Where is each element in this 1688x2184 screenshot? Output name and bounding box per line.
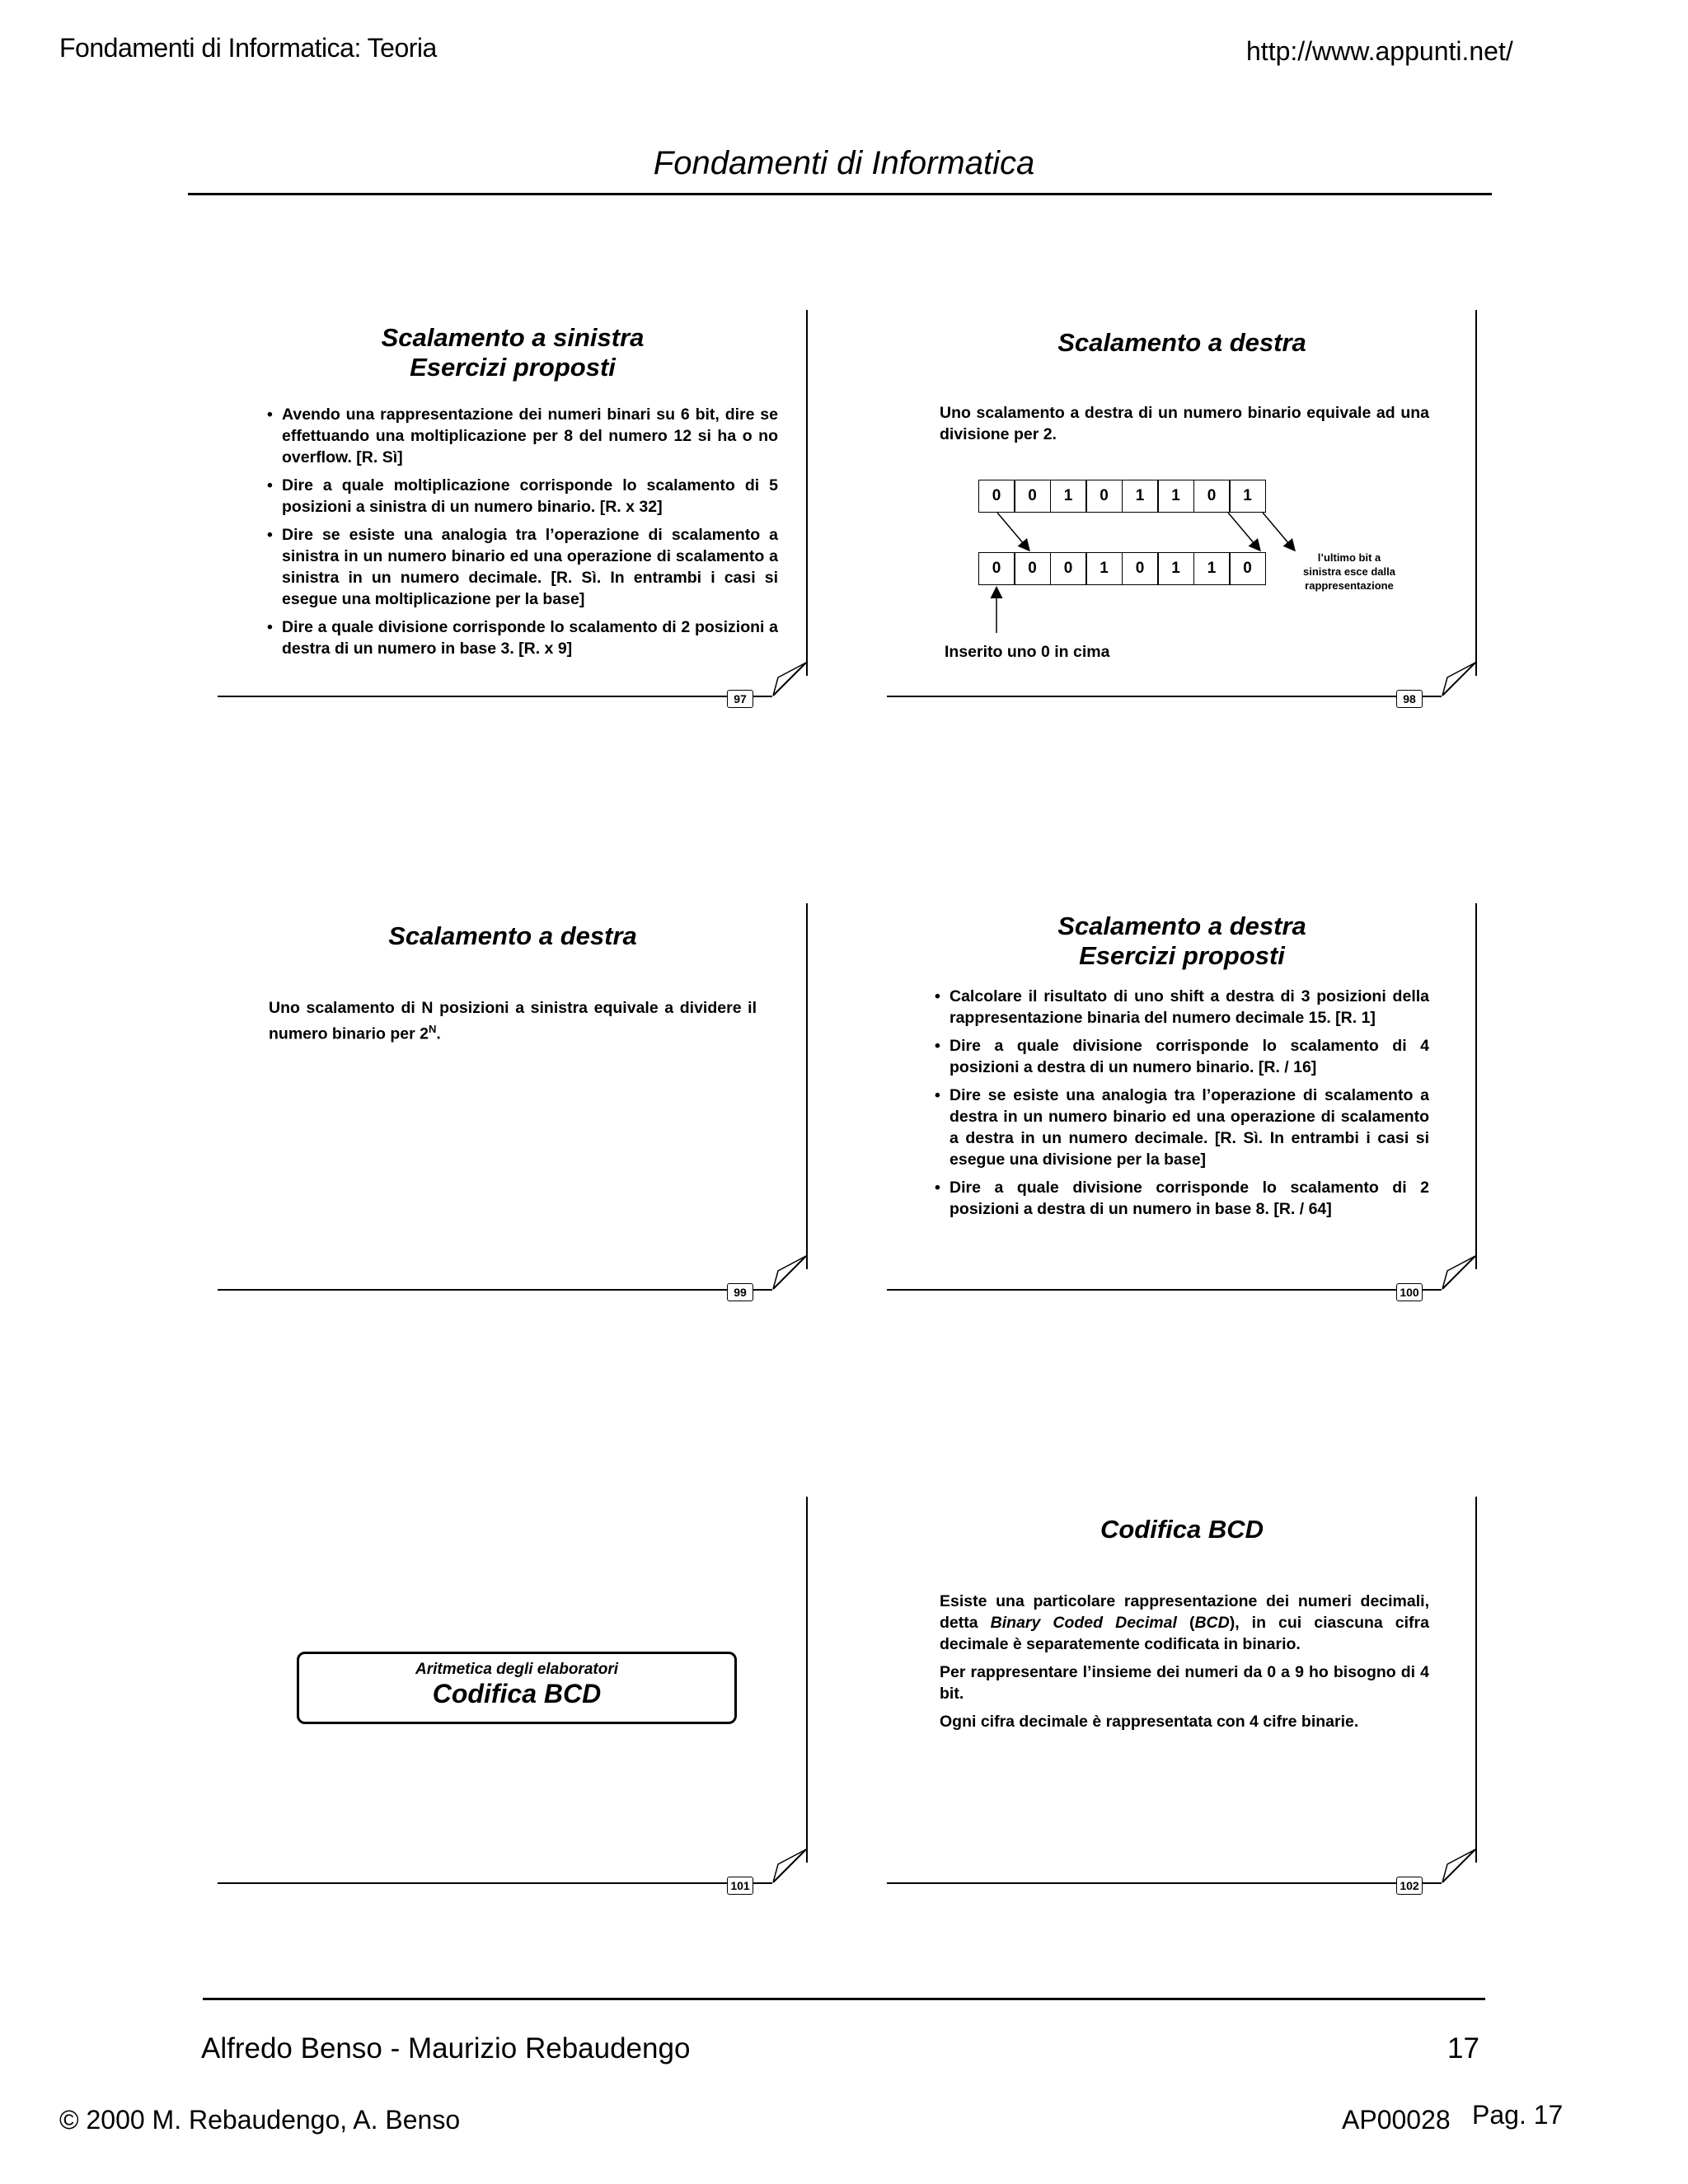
footer-authors: Alfredo Benso - Maurizio Rebaudengo xyxy=(201,2032,691,2064)
slide-title: Scalamento a destra xyxy=(1057,328,1306,357)
slide-edge xyxy=(806,903,808,1269)
slide-body: Uno scalamento di N posizioni a sinistra equivale a dividere il numero binario per $2^N$. xyxy=(269,999,757,1043)
bit-cell: 0 xyxy=(1193,480,1231,513)
slide-100 xyxy=(887,903,1477,1299)
bit-cell: 1 xyxy=(1050,480,1087,513)
footer-page-number: 17 xyxy=(1447,2032,1479,2064)
page-label: Pag. 17 xyxy=(1472,2100,1564,2130)
slide-title: Codifica BCD xyxy=(1100,1515,1264,1544)
list-item: • Dire a quale moltiplicazione corrisponde lo scalamento di 5 posizioni a sinistra di un numero binario. [R. x 32] xyxy=(267,475,778,518)
paragraph: Per rappresentare l’insieme dei numeri da 0 a 9 ho bisogno di 4 bit. xyxy=(940,1663,1429,1703)
title-rule xyxy=(188,193,1492,195)
slide-edge xyxy=(887,1289,1442,1291)
page-curl-icon xyxy=(771,1848,808,1884)
slide-number: 97 xyxy=(727,690,753,708)
slide-number: 98 xyxy=(1396,690,1423,708)
bit-cell: 1 xyxy=(1085,552,1123,585)
bit-cell: 0 xyxy=(1229,552,1266,585)
bit-cell: 0 xyxy=(1122,552,1159,585)
bit-cell: 1 xyxy=(1122,480,1159,513)
bit-cell: 0 xyxy=(1014,552,1051,585)
slide-98 xyxy=(887,310,1477,705)
slide-body: Uno scalamento a destra di un numero binario equivale ad una divisione per 2. xyxy=(940,404,1429,443)
header-left: Fondamenti di Informatica: Teoria xyxy=(59,33,437,63)
list-item: • Dire se esiste una analogia tra l’operazione di scalamento a destra in un numero binario ed una operazione di scalamento a destra in un numero decimale. [R. Sì. In entrambi i casi si esegue una divisione per la base] xyxy=(935,1085,1429,1170)
list-item: • Avendo una rappresentazione dei numeri binari su 6 bit, dire se effettuando una moltiplicazione per 8 del numero 12 si ha o no overflow. [R. Sì] xyxy=(267,404,778,468)
shift-arrows-icon xyxy=(887,310,1477,697)
bit-cell: 0 xyxy=(1085,480,1123,513)
list-item: • Dire a quale divisione corrisponde lo scalamento di 2 posizioni a destra di un numero in base 3. [R. x 9] xyxy=(267,616,778,659)
slide-edge xyxy=(1475,1497,1477,1863)
slide-97 xyxy=(218,310,808,705)
section-title-box: Aritmetica degli elaboratori Codifica BCD xyxy=(297,1652,737,1724)
bit-cell: 1 xyxy=(1229,480,1266,513)
bit-cell: 0 xyxy=(978,480,1015,513)
bit-cell: 1 xyxy=(1157,480,1194,513)
list-item: • Dire a quale divisione corrisponde lo scalamento di 4 posizioni a destra di un numero binario. [R. / 16] xyxy=(935,1035,1429,1078)
slide-101 xyxy=(218,1497,808,1892)
note-last-bit: l’ultimo bit a sinistra esce dalla rappresentazione xyxy=(1302,551,1395,592)
footer-rule xyxy=(203,1998,1485,2000)
slide-number: 99 xyxy=(727,1283,753,1301)
bit-cell: 0 xyxy=(1050,552,1087,585)
page-title: Fondamenti di Informatica xyxy=(653,145,1035,181)
slide-102 xyxy=(887,1497,1477,1892)
slide-edge xyxy=(218,1289,772,1291)
copyright: © 2000 M. Rebaudengo, A. Benso xyxy=(59,2105,461,2135)
slide-title: Scalamento a destra Esercizi proposti xyxy=(1057,912,1306,970)
bit-cell: 1 xyxy=(1193,552,1231,585)
slide-body xyxy=(935,986,1429,1226)
page-curl-icon xyxy=(1441,1254,1477,1291)
slide-number: 100 xyxy=(1396,1283,1423,1301)
slide-number: 102 xyxy=(1396,1877,1423,1895)
slide-edge xyxy=(806,1497,808,1863)
header-url: http://www.appunti.net/ xyxy=(1246,36,1513,66)
page-curl-icon xyxy=(771,1254,808,1291)
bit-cell: 0 xyxy=(1014,480,1051,513)
slide-body xyxy=(267,404,778,666)
paragraph: Esiste una particolare rappresentazione dei numeri decimali, detta Binary Coded Decimal (BCD), in cui ciascuna cifra decimale è separatemente codificata in binario. xyxy=(940,1592,1429,1653)
document-code: AP00028 xyxy=(1342,2105,1451,2135)
slide-body xyxy=(940,1591,1429,1739)
list-item: • Dire a quale divisione corrisponde lo scalamento di 2 posizioni a destra di un numero in base 8. [R. / 64] xyxy=(935,1177,1429,1220)
bit-cell: 0 xyxy=(978,552,1015,585)
page-curl-icon xyxy=(771,661,808,697)
list-item: • Dire se esiste una analogia tra l’operazione di scalamento a sinistra in un numero binario ed una operazione di scalamento a sinistra in un numero decimale. [R. Sì. In entrambi i casi si esegue una moltiplicazione per la base] xyxy=(267,524,778,610)
slide-edge xyxy=(887,1882,1442,1884)
slide-title: Scalamento a destra xyxy=(388,921,637,950)
slide-edge xyxy=(218,1882,772,1884)
list-item: • Calcolare il risultato di uno shift a destra di 3 posizioni della rappresentazione binaria del numero decimale 15. [R. 1] xyxy=(935,986,1429,1029)
bit-cell: 1 xyxy=(1157,552,1194,585)
paragraph: Ogni cifra decimale è rappresentata con 4 cifre binarie. xyxy=(940,1713,1359,1731)
inserted-label: Inserito uno 0 in cima xyxy=(945,643,1110,661)
slide-title: Scalamento a sinistra Esercizi proposti xyxy=(381,323,645,382)
page-curl-icon xyxy=(1441,1848,1477,1884)
slide-number: 101 xyxy=(727,1877,753,1895)
slide-99 xyxy=(218,903,808,1299)
slide-edge xyxy=(218,696,772,697)
